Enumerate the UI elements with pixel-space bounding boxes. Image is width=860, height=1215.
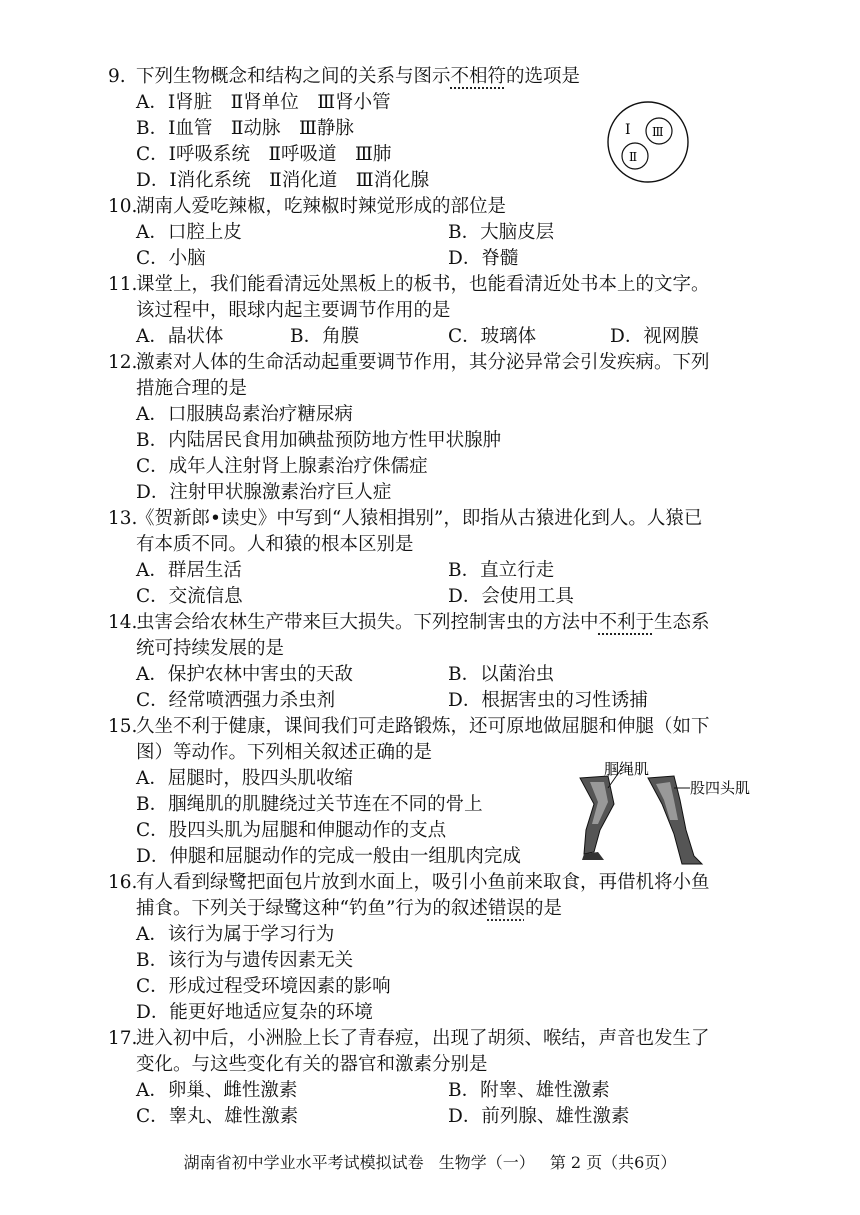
option-c: C．Ⅰ呼吸系统 Ⅱ呼吸道 Ⅲ肺 [136,144,392,165]
option-b: B．附睾、雄性激素 [448,1080,610,1101]
option-a: A．Ⅰ肾脏 Ⅱ肾单位 Ⅲ肾小管 [136,92,391,113]
option-b: B．以菌治虫 [448,664,555,685]
option-b: B．腘绳肌的肌腱绕过关节连在不同的骨上 [136,794,483,815]
option-a: A．晶状体 [136,326,224,347]
question-13-stem-line-2: 有本质不同。人和猿的根本区别是 [136,534,414,555]
stem-text: 虫害会给农林生产带来巨大损失。下列控制害虫的方法中 [136,612,599,633]
option-d: D．注射甲状腺激素治疗巨人症 [136,482,392,503]
stem-text: 捕食。下列关于绿鹭这种“钓鱼”行为的叙述 [136,898,488,919]
option-a: A．口腔上皮 [136,222,242,243]
option-d: D．根据害虫的习性诱捕 [448,690,648,711]
option-c: C．股四头肌为屈腿和伸腿动作的支点 [136,820,447,841]
emphasis-dotted-text: 不利于 [598,612,655,633]
option-b: B．该行为与遗传因素无关 [136,950,354,971]
option-a: A．群居生活 [136,560,242,581]
question-14-stem-line-2: 统可持续发展的是 [136,638,285,659]
option-b: B．大脑皮层 [448,222,555,243]
stem-text: 的是 [524,898,562,919]
leg-muscle-figure [570,760,760,872]
question-15-stem-line-1: 久坐不利于健康，课间我们可走路锻炼，还可原地做屈腿和伸腿（如下 [136,716,710,737]
question-12-stem-line-1: 激素对人体的生命活动起重要调节作用，其分泌异常会引发疾病。下列 [136,352,710,373]
question-10-stem: 湖南人爱吃辣椒，吃辣椒时辣觉形成的部位是 [136,196,507,217]
footer-page-number: 第 2 页（共6页） [549,1153,677,1172]
stem-text: 生态系 [654,612,710,633]
question-14-number: 14. [108,612,138,633]
option-d: D．脊髓 [448,248,519,269]
option-a: A．卵巢、雌性激素 [136,1080,298,1101]
option-c: C．交流信息 [136,586,243,607]
question-12-number: 12. [108,352,138,373]
option-d: D．视网膜 [610,326,699,347]
page-footer [0,1150,860,1173]
emphasis-dotted-text: 不相符 [450,66,507,87]
question-14-stem-line-1 [136,610,710,636]
question-12-stem-line-2: 措施合理的是 [136,378,248,399]
question-11-stem-line-2: 该过程中，眼球内起主要调节作用的是 [136,300,451,321]
option-a: A．口服胰岛素治疗糖尿病 [136,404,353,425]
question-17-stem-line-2: 变化。与这些变化有关的器官和激素分别是 [136,1054,488,1075]
question-11-number: 11. [108,274,138,295]
option-b: B．角膜 [290,326,360,347]
question-13-number: 13. [108,508,138,529]
question-9-stem [136,64,580,90]
emphasis-dotted-text: 错误 [487,898,525,919]
option-b: B．Ⅰ血管 Ⅱ动脉 Ⅲ静脉 [136,118,354,139]
question-16-stem-line-2 [136,896,562,922]
option-a: A．屈腿时，股四头肌收缩 [136,768,353,789]
option-c: C．小脑 [136,248,206,269]
question-15-number: 15. [108,716,138,737]
question-10-number: 10. [108,196,138,217]
quadriceps-label: 股四头肌 [690,779,751,797]
option-d: D．会使用工具 [448,586,574,607]
option-d: D．Ⅰ消化系统 Ⅱ消化道 Ⅲ消化腺 [136,170,430,191]
option-c: C．成年人注射肾上腺素治疗侏儒症 [136,456,428,477]
option-d: D．能更好地适应复杂的环境 [136,1002,373,1023]
question-17-number: 17. [108,1028,138,1049]
footer-subject: 生物学（一） [438,1153,535,1172]
hamstring-label: 腘绳肌 [604,760,650,778]
venn-diagram-figure [604,100,694,184]
venn-label-outer: Ⅰ [625,122,631,138]
option-b: B．直立行走 [448,560,555,581]
option-c: C．经常喷洒强力杀虫剂 [136,690,336,711]
option-c: C．玻璃体 [448,326,537,347]
stem-text: 的选项是 [506,66,581,87]
option-d: D．前列腺、雄性激素 [448,1106,630,1127]
option-a: A．该行为属于学习行为 [136,924,335,945]
option-c: C．形成过程受环境因素的影响 [136,976,391,997]
stem-text: 下列生物概念和结构之间的关系与图示 [136,66,451,87]
venn-label-inner-2: Ⅱ [629,150,638,164]
question-11-stem-line-1: 课堂上，我们能看清远处黑板上的板书，也能看清近处书本上的文字。 [136,274,710,295]
question-15-stem-line-2: 图）等动作。下列相关叙述正确的是 [136,742,433,763]
venn-label-inner-1: Ⅲ [652,125,664,139]
question-16-stem-line-1: 有人看到绿鹭把面包片放到水面上，吸引小鱼前来取食，再借机将小鱼 [136,872,710,893]
option-c: C．睾丸、雄性激素 [136,1106,299,1127]
question-13-stem-line-1: 《贺新郎•读史》中写到“人猿相揖别”，即指从古猿进化到人。人猿已 [136,508,703,529]
option-b: B．内陆居民食用加碘盐预防地方性甲状腺肿 [136,430,502,451]
option-a: A．保护农林中害虫的天敌 [136,664,353,685]
footer-exam-title: 湖南省初中学业水平考试模拟试卷 [183,1153,424,1172]
question-17-stem-line-1: 进入初中后，小洲脸上长了青春痘，出现了胡须、喉结，声音也发生了 [136,1028,710,1049]
option-d: D．伸腿和屈腿动作的完成一般由一组肌肉完成 [136,846,521,867]
question-16-number: 16. [108,872,138,893]
question-9-number: 9. [108,66,126,87]
